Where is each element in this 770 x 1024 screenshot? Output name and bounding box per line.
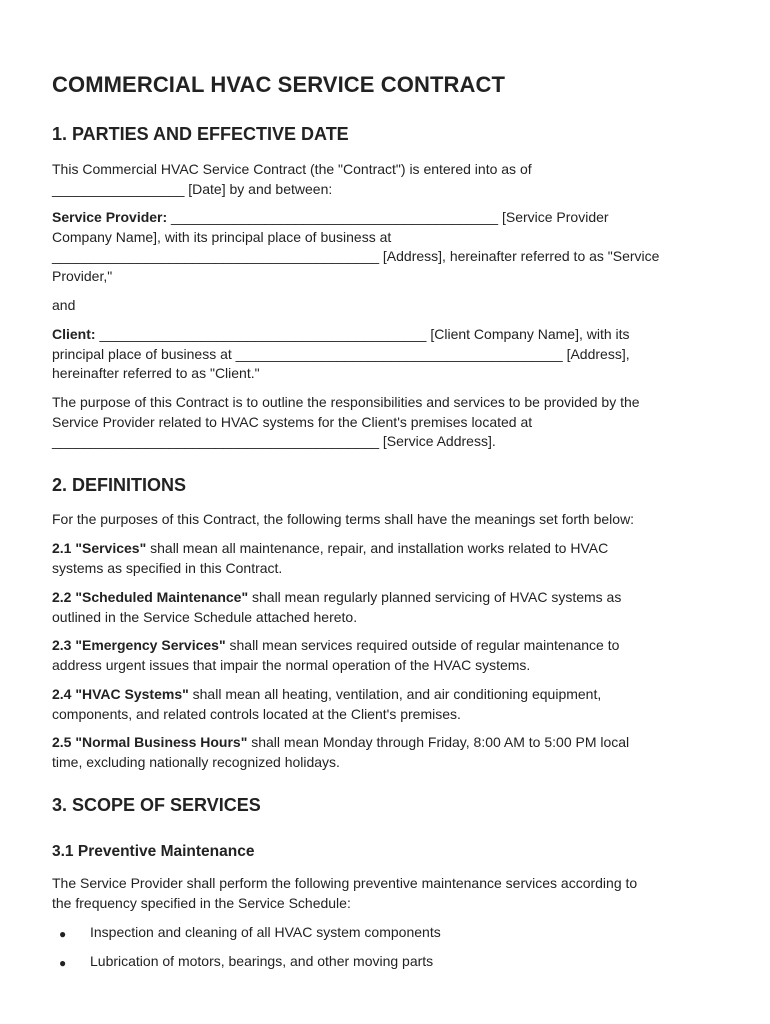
- client-label: Client:: [52, 326, 96, 342]
- service-provider-paragraph: [52, 208, 717, 286]
- definition-text-line-2: systems as specified in this Contract.: [52, 559, 283, 576]
- bullet-icon: ●: [59, 927, 67, 941]
- purpose-line-1: The purpose of this Contract is to outline the responsibilities and services to be provided by the: [52, 394, 640, 410]
- definition-term: 2.1 "Services": [52, 540, 147, 556]
- definitions-intro: For the purposes of this Contract, the following terms shall have the meanings set forth below:: [52, 511, 635, 527]
- client-line-1: __________________________________________ [Client Company Name], with its: [95, 326, 630, 342]
- provider-line-2: Company Name], with its principal place of business at: [52, 228, 392, 245]
- definition-text-line-2: components, and related controls located at the Client's premises.: [52, 705, 461, 722]
- purpose-line-2: Service Provider related to HVAC systems for the Client's premises located at: [52, 413, 533, 430]
- document-title: COMMERCIAL HVAC SERVICE CONTRACT: [52, 72, 505, 97]
- subsection-3-1-heading: 3.1 Preventive Maintenance: [52, 843, 255, 860]
- section-3-heading: 3. SCOPE OF SERVICES: [52, 795, 261, 815]
- and-text: and: [52, 297, 76, 313]
- definition-text-line-1: shall mean all maintenance, repair, and installation works related to HVAC: [146, 540, 609, 556]
- definition-term: 2.5 "Normal Business Hours": [52, 734, 248, 750]
- definition-term: 2.4 "HVAC Systems": [52, 686, 189, 702]
- client-paragraph: [52, 325, 717, 384]
- list-item-text: Inspection and cleaning of all HVAC system components: [90, 924, 441, 940]
- pm-intro-line-2: the frequency specified in the Service Schedule:: [52, 894, 351, 911]
- definition-text-line-2: outlined in the Service Schedule attached hereto.: [52, 608, 358, 625]
- preventive-maintenance-intro: [52, 874, 717, 913]
- definition-2-3: [52, 636, 717, 675]
- section-1-heading: 1. PARTIES AND EFFECTIVE DATE: [52, 124, 349, 144]
- list-item: [52, 952, 441, 981]
- client-line-2: principal place of business at __________________________________________ [Address],: [52, 345, 630, 362]
- section-1-intro-paragraph: [52, 160, 717, 199]
- provider-line-1: __________________________________________ [Service Provider: [167, 209, 609, 225]
- purpose-paragraph: [52, 393, 717, 452]
- definition-text-line-1: shall mean regularly planned servicing of HVAC systems as: [248, 589, 622, 605]
- definition-2-2: [52, 588, 717, 627]
- definition-2-4: [52, 685, 717, 724]
- intro-line-1: This Commercial HVAC Service Contract (the "Contract") is entered into as of: [52, 161, 532, 177]
- preventive-maintenance-list: [52, 923, 441, 981]
- list-item: [52, 923, 441, 952]
- intro-line-2: _________________ [Date] by and between:: [52, 180, 333, 197]
- pm-intro-line-1: The Service Provider shall perform the following preventive maintenance services according to: [52, 875, 638, 891]
- definition-text-line-2: address urgent issues that impair the normal operation of the HVAC systems.: [52, 656, 531, 673]
- definition-term: 2.2 "Scheduled Maintenance": [52, 589, 249, 605]
- service-provider-label: Service Provider:: [52, 209, 168, 225]
- definition-text-line-1: shall mean all heating, ventilation, and air conditioning equipment,: [188, 686, 602, 702]
- definition-2-5: [52, 733, 717, 772]
- definition-text-line-1: shall mean Monday through Friday, 8:00 AM to 5:00 PM local: [247, 734, 630, 750]
- provider-line-4: Provider,": [52, 267, 113, 284]
- section-2-heading: 2. DEFINITIONS: [52, 475, 187, 495]
- definition-2-1: [52, 539, 717, 578]
- list-item-text: Lubrication of motors, bearings, and other moving parts: [90, 953, 434, 969]
- bullet-icon: ●: [59, 956, 67, 970]
- purpose-line-3: __________________________________________ [Service Address].: [52, 433, 496, 449]
- definition-term: 2.3 "Emergency Services": [52, 637, 226, 653]
- definition-text-line-1: shall mean services required outside of regular maintenance to: [225, 637, 620, 653]
- definition-text-line-2: time, excluding nationally recognized holidays.: [52, 753, 340, 770]
- provider-line-3: __________________________________________ [Address], hereinafter referred to as "Service: [52, 248, 660, 264]
- client-line-3: hereinafter referred to as "Client.": [52, 365, 260, 381]
